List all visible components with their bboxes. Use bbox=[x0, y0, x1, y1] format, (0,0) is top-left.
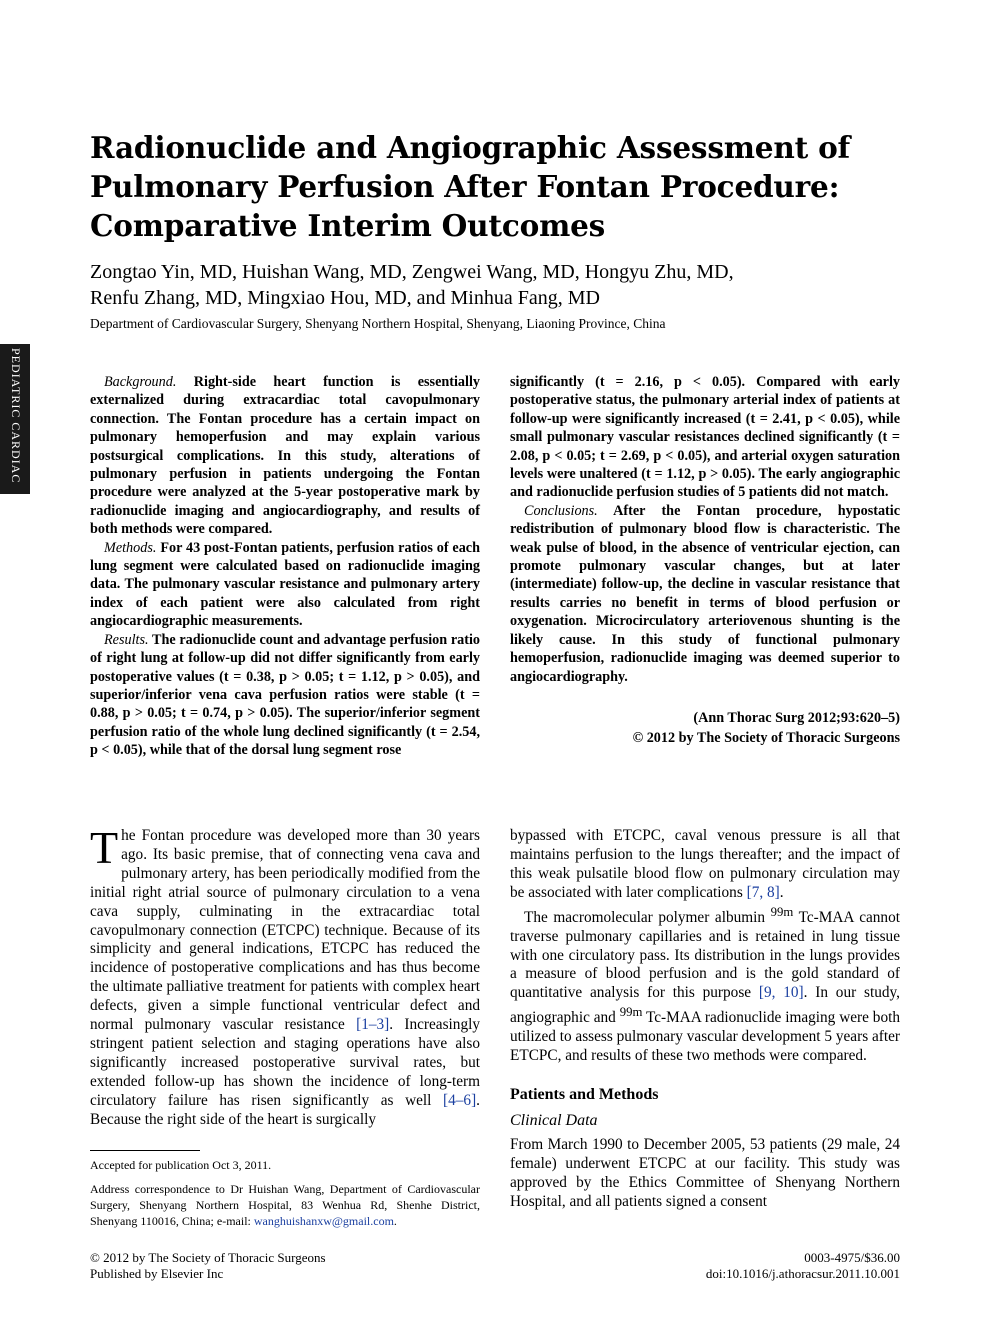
isotope-superscript: 99m bbox=[770, 904, 794, 919]
footnote-text: . bbox=[393, 1214, 397, 1228]
abstract-text: Right-side heart function is essentially externalized during extracardiac total cavopulmonary connection. The Fontan procedure has a certain impact on pulmonary hemoperfusion and may explain various postsurgical complications. In this study, alterations of pulmonary perfusion in patients undergoing the Fontan procedure were analyzed at the 5-year postoperative mark by radionuclide imaging and angiocardiography, and results of both methods were compared. bbox=[90, 374, 480, 538]
journal-citation bbox=[510, 708, 900, 748]
section-heading: Patients and Methods bbox=[510, 1086, 659, 1104]
paragraph-text: Tc-MAA radionuclide imaging were both utilized to assess pulmonary vascular development 5 years after ETCPC, and results of these two methods were compared. bbox=[510, 1009, 901, 1065]
abstract-left-column bbox=[90, 373, 480, 760]
footnote-rule bbox=[90, 1150, 200, 1151]
footer-left bbox=[90, 1250, 326, 1282]
abstract-right-column bbox=[510, 373, 900, 748]
abstract-background bbox=[90, 373, 480, 539]
abstract-text: The radionuclide count and advantage perfusion ratio of right lung at follow-up did not differ significantly from early postoperative values (t = 0.38, p > 0.05; t = 1.12, p > 0.05), and superior/inferior vena cava perfusion ratios were stable (t = 0.88, p > 0.05; t = 0.74, p > 0.05). The superior/inferior segment perfusion ratio of the whole lung declined significantly (t = 2.54, p < 0.05), while that of the dorsal lung segment rose bbox=[90, 631, 481, 759]
acceptance-note: Accepted for publication Oct 3, 2011. bbox=[90, 1158, 272, 1172]
correspondence-note bbox=[90, 1181, 480, 1229]
abstract-label: Methods. bbox=[104, 539, 157, 556]
drop-cap: T bbox=[90, 822, 119, 873]
reference-link[interactable]: [4–6] bbox=[443, 1091, 477, 1109]
intro-paragraph-continued bbox=[510, 827, 900, 903]
reference-link[interactable]: [9, 10] bbox=[758, 984, 804, 1002]
abstract-methods bbox=[90, 539, 480, 631]
affiliation: Department of Cardiovascular Surgery, Shenyang Northern Hospital, Shenyang, Liaoning Province, China bbox=[90, 316, 666, 331]
reference-link[interactable]: [7, 8] bbox=[746, 883, 780, 901]
footer-doi[interactable]: doi:10.1016/j.athoracsur.2011.10.001 bbox=[705, 1266, 900, 1281]
section-side-tab bbox=[0, 344, 30, 494]
paragraph-text: . Because the right side of the heart is surgically bbox=[90, 1091, 480, 1128]
reference-link[interactable]: [1–3] bbox=[356, 1016, 390, 1034]
footer-copyright: © 2012 by The Society of Thoracic Surgeons bbox=[90, 1250, 326, 1265]
abstract-label: Conclusions. bbox=[524, 502, 598, 519]
paragraph-text: . In our study, angiographic and bbox=[510, 984, 900, 1027]
article-title: Radionuclide and Angiographic Assessment of Pulmonary Perfusion After Fontan Procedure: Comparative Interim Outcomes bbox=[90, 130, 851, 243]
paragraph-text: he Fontan procedure was developed more than 30 years ago. Its basic premise, that of connecting vena cava and pulmonary artery, has been periodically modified from the initial right atrial source of pulmonary circulation to a vena cava supply, culminating in the extracardiac total cavopulmonary connection (ETCPC) technique. Because of its simplicity and general indications, ETCPC has reduced the incidence of postoperative complications and has thus become the ultimate palliative treatment for patients with complex heart defects, given a simple functional ventricular defect and normal pulmonary vascular resistance bbox=[90, 827, 480, 1034]
body-left-column bbox=[90, 822, 480, 1130]
intro-paragraph bbox=[90, 822, 480, 1130]
subsection-heading: Clinical Data bbox=[510, 1112, 598, 1130]
albumin-paragraph bbox=[510, 903, 900, 1066]
paragraph-text: . Increasingly stringent patient selection and staging operations have also significantly increased postoperative survival rates, but extended follow-up has shown the incidence of long-term circulatory failure has risen significantly as well bbox=[90, 1016, 480, 1109]
clinical-data-paragraph: From March 1990 to December 2005, 53 patients (29 male, 24 female) underwent ETCPC at our facility. This study was approved by the Ethics Committee of Shenyang Northern Hospital, and all patients signed a consent bbox=[510, 1136, 900, 1210]
abstract-conclusions bbox=[510, 502, 900, 686]
footnotes bbox=[90, 1157, 480, 1237]
paragraph-text: bypassed with ETCPC, caval venous pressure is all that maintains perfusion to the lungs thereafter; and the impact of this weak pulsatile blood flow on pulmonary circulation may be associated with later complications bbox=[510, 827, 900, 901]
footer-publisher: Published by Elsevier Inc bbox=[90, 1266, 224, 1281]
email-link[interactable]: wanghuishanxw@gmail.com bbox=[253, 1214, 394, 1228]
author-list bbox=[90, 259, 890, 311]
abstract-text: For 43 post-Fontan patients, perfusion ratios of each lung segment were calculated based on radionuclide imaging data. The pulmonary vascular resistance and pulmonary artery index of each patient were also calculated from right angiocardiographic measurements. bbox=[90, 539, 480, 630]
isotope-superscript: 99m bbox=[619, 1005, 643, 1020]
citation-line: (Ann Thorac Surg 2012;93:620–5) bbox=[693, 709, 900, 726]
footnote-text: Address correspondence to Dr Huishan Wang, Department of Cardiovascular Surgery, Shenyang Northern Hospital, 83 Wenhua Rd, Shenhe District, Shenyang 110016, China; e-mail: bbox=[90, 1182, 480, 1228]
paragraph-text: Tc-MAA cannot traverse pulmonary capillaries and is retained in lung tissue with one circulatory pass. Its distribution in the lungs provides a measure of blood perfusion and is the gold standard of quantitative analysis for this purpose bbox=[510, 908, 900, 1002]
author-line: Renfu Zhang, MD, Mingxiao Hou, MD, and Minhua Fang, MD bbox=[90, 287, 600, 309]
paragraph-text: The macromolecular polymer albumin bbox=[524, 908, 771, 926]
abstract-results bbox=[90, 631, 480, 760]
abstract-label: Background. bbox=[104, 374, 177, 390]
side-tab-label: PEDIATRIC CARDIAC bbox=[9, 348, 23, 484]
abstract-text: After the Fontan procedure, hypostatic redistribution of pulmonary blood flow is characteristic. The weak pulse of blood, in the absence of ventricular ejection, can promote pulmonary vascular changes, but at later (intermediate) follow-up, the decline in vascular resistance that results carries no benefit in terms of blood perfusion or oxygenation. Microcirculatory arteriovenous shunting is the likely cause. In this study of functional pulmonary hemoperfusion, radionuclide imaging was deemed superior to angiocardiography. bbox=[510, 502, 901, 685]
footer-right bbox=[706, 1250, 900, 1282]
paragraph-text: . bbox=[779, 883, 784, 901]
body-right-column bbox=[510, 827, 900, 1212]
footer-price: 0003-4975/$36.00 bbox=[804, 1250, 900, 1265]
citation-line: © 2012 by The Society of Thoracic Surgeons bbox=[632, 729, 900, 746]
abstract-results-continued: significantly (t = 2.16, p < 0.05). Compared with early postoperative status, the pulmonary arterial index of patients at follow-up were significantly increased (t = 2.41, p < 0.05), while small pulmonary vascular resistances declined significantly (t = 2.08, p < 0.05; t = 2.69, p < 0.05), and arterial oxygen saturation levels were unaltered (t = 1.12, p > 0.05). The early angiographic and radionuclide perfusion studies of 5 patients did not match. bbox=[510, 374, 900, 501]
author-line: Zongtao Yin, MD, Huishan Wang, MD, Zengwei Wang, MD, Hongyu Zhu, MD, bbox=[90, 261, 734, 283]
abstract-label: Results. bbox=[104, 631, 149, 648]
